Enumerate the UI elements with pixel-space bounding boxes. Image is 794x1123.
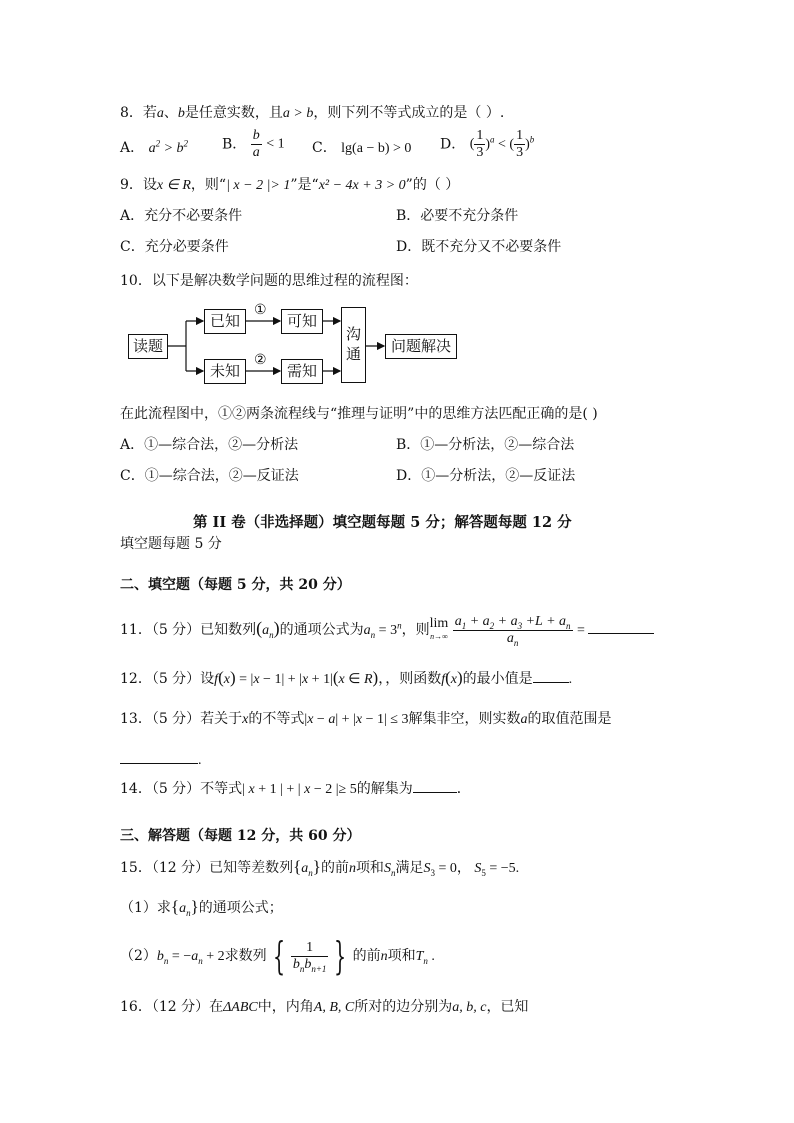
- q15-stem: 15．（12 分）已知等差数列$\{a_n\}$的前n项和$S_n$满足$S_3 = 0$， $S_5 = -5$.: [120, 857, 520, 878]
- flow-can-know-box: 可知: [281, 309, 323, 334]
- q10-option-b: B．①—分析法，②—综合法: [396, 437, 575, 453]
- flow-communicate-char1: 沟: [345, 325, 361, 343]
- q13-answer-line: .: [120, 750, 202, 771]
- q14: 14．（5 分）不等式| x + 1 | + | x − 2 |≥ 5的解集为 ．: [120, 781, 471, 797]
- flow-read-box: 读题: [128, 334, 168, 359]
- solve-heading: 三、解答题（每题 12 分，共 60 分）: [120, 828, 361, 844]
- q11: 11．（5 分）已知数列$(a_n)$的通项公式为$a_n = 3^n$，则lim n→∞ $\frac{a_1 + a_2 + a_3 +L + a_n}{a_n}$ =: [120, 606, 654, 653]
- q10-option-c: C．①—综合法，②—反证法: [120, 468, 299, 484]
- q10-question: 在此流程图中，①②两条流程线与“推理与证明”中的思维方法匹配正确的是( ): [120, 406, 598, 422]
- flowchart-lines: [0, 0, 794, 400]
- q8-option-a: A． $a^2 > b^2$: [120, 138, 189, 156]
- flow-solved-box: 问题解决: [385, 334, 457, 359]
- q8-option-c: C． lg(a − b) > 0: [312, 140, 412, 156]
- flowchart: [0, 0, 794, 400]
- q16-stem: 16．（12 分）在ΔABC中，内角A, B, C所对的边分别为a, b, c，已知: [120, 999, 529, 1015]
- q8-stem: 8．若a、b是任意实数，且a > b，则下列不等式成立的是（ ）.: [120, 105, 505, 121]
- q9-option-d: D．既不充分又不必要条件: [396, 239, 562, 255]
- flow-arrow2-label: ②: [254, 352, 267, 368]
- flow-need-know-box: 需知: [281, 359, 323, 384]
- q8-option-b: B． $\frac{b}{a}$ < 1: [222, 128, 285, 160]
- q13-answer-blank[interactable]: [120, 751, 198, 764]
- section2-subtitle: 填空题每题 5 分: [120, 536, 222, 552]
- flow-unknown-box: 未知: [204, 359, 246, 384]
- flow-known-box: 已知: [204, 309, 246, 334]
- q12: 12．（5 分）设f(x) = |x − 1| + |x + 1|(x ∈ R)，，则函数f(x)的最小值是 .: [120, 668, 573, 687]
- q8-option-d: D． ( $\frac{1}{3}$ )$^a$ < ( $\frac{1}{3}$ )$^b$: [440, 128, 535, 160]
- q10-option-a: A．①—综合法，②—分析法: [120, 437, 299, 453]
- q9-stem: 9．设x ∈ R，则“| x − 2 |> 1”是“x² − 4x + 3 > 0”的（ ）: [120, 177, 460, 193]
- section2-title: 第 II 卷（非选择题）填空题每题 5 分；解答题每题 12 分: [193, 514, 572, 531]
- q15-part2: $(2)b_n = -a_n + 2$求数列 { $\frac{1}{b_nb_{n+1}}$ } 的前n项和$T_n$ .: [120, 934, 435, 978]
- fill-heading: 二、填空题（每题 5 分，共 20 分）: [120, 577, 351, 593]
- flow-arrow1-label: ①: [254, 302, 267, 318]
- q12-answer-blank[interactable]: [533, 670, 569, 683]
- q13: 13．（5 分）若关于x的不等式|x − a| + |x − 1| ≤ 3解集非空，则实数a的取值范围是: [120, 711, 612, 727]
- q9-option-a: A．充分不必要条件: [120, 208, 243, 224]
- q9-option-b: B．必要不充分条件: [396, 208, 519, 224]
- q10-stem: 10．以下是解决数学问题的思维过程的流程图：: [120, 273, 418, 289]
- q10-option-d: D．①—分析法，②—反证法: [396, 468, 576, 484]
- q15-part1: （1）求$\{a_n\}$的通项公式；: [120, 897, 283, 918]
- q11-answer-blank[interactable]: [588, 621, 654, 634]
- flow-communicate-box: [341, 307, 366, 383]
- q14-answer-blank[interactable]: [413, 780, 457, 793]
- flow-communicate-char2: 通: [345, 345, 361, 363]
- q9-option-c: C．充分必要条件: [120, 239, 229, 255]
